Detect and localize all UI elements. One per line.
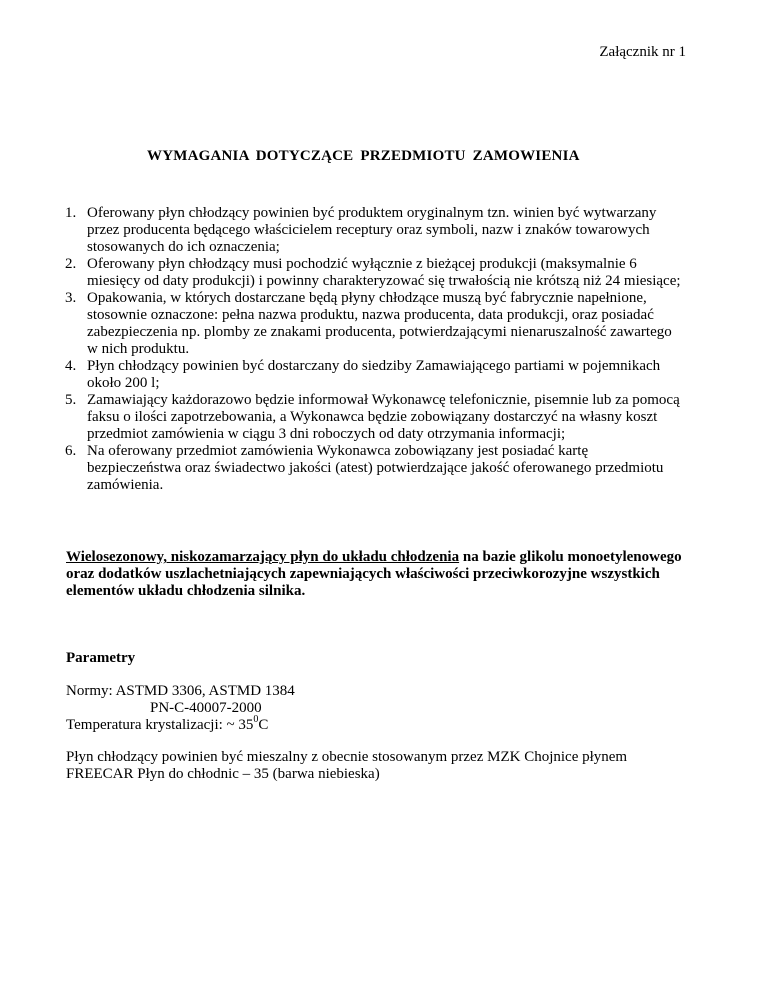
parameters-heading: Parametry (66, 650, 136, 666)
requirement-number: 4. (65, 358, 77, 374)
norms-line-standard: PN-C-40007-2000 (150, 700, 262, 716)
requirement-line: około 200 l; (87, 375, 160, 391)
requirement-line: zabezpieczenia np. plomby ze znakami producenta, potwierdzającymi nienaruszalność zawartego (87, 324, 672, 340)
requirement-number: 5. (65, 392, 77, 408)
requirement-number: 3. (65, 290, 77, 306)
product-description (66, 549, 716, 600)
requirement-line: faksu o ilości zapotrzebowania, a Wykonawca będzie zobowiązany dostarczyć na własny koszt (87, 409, 658, 425)
requirement-line: bezpieczeństwa oraz świadectwo jakości (atest) potwierdzające jakość oferowanego przedmiotu (87, 460, 664, 476)
requirement-line: Oferowany płyn chłodzący musi pochodzić wyłącznie z bieżącej produkcji (maksymalnie 6 (87, 256, 637, 272)
product-line (66, 549, 716, 566)
temperature-unit: C (258, 717, 269, 733)
temperature-line (66, 714, 716, 734)
requirement-line: Oferowany płyn chłodzący powinien być produktem oryginalnym tzn. winien być wytwarzany (87, 205, 657, 221)
requirement-line: stosownie oznaczone: pełna nazwa produktu, nazwa producenta, data produkcji, oraz posiadać (87, 307, 654, 323)
requirements-list (66, 205, 716, 494)
requirement-line: w nich produktu. (87, 341, 190, 357)
requirement-item-3 (66, 290, 716, 358)
parameters-block (66, 683, 716, 734)
requirement-line: Opakowania, w których dostarczane będą płyny chłodzące muszą być fabrycznie napełnione, (87, 290, 647, 306)
product-line: elementów układu chłodzenia silnika. (66, 583, 306, 599)
requirement-item-2 (66, 256, 716, 290)
requirement-line: przedmiot zamówienia w ciągu 3 dni roboczych od daty otrzymania informacji; (87, 426, 566, 442)
requirement-line: zamówienia. (87, 477, 164, 493)
requirement-item-4 (66, 358, 716, 392)
requirement-number: 2. (65, 256, 77, 272)
compatibility-line: Płyn chłodzący powinien być mieszalny z obecnie stosowanym przez MZK Chojnice płynem (66, 749, 628, 765)
product-line-rest: na bazie glikolu monoetylenowego (459, 549, 682, 565)
requirement-item-6 (66, 443, 716, 494)
requirement-line: miesięcy od daty produkcji) i powinny charakteryzować się trwałością nie krótszą niż 24 miesiące; (87, 273, 681, 289)
compatibility-note (66, 749, 726, 783)
temperature-value: Temperatura krystalizacji: ~ 35 (66, 717, 254, 733)
document-title: WYMAGANIA DOTYCZĄCE PRZEDMIOTU ZAMOWIENIA (147, 148, 580, 164)
product-line: oraz dodatków uszlachetniających zapewniających właściwości przeciwkorozyjne wszystkich (66, 566, 660, 582)
requirement-line: Płyn chłodzący powinien być dostarczany do siedziby Zamawiającego partiami w pojemnikach (87, 358, 661, 374)
compatibility-line: FREECAR Płyn do chłodnic – 35 (barwa niebieska) (66, 766, 380, 782)
requirement-item-1 (66, 205, 716, 256)
requirement-number: 1. (65, 205, 77, 221)
norms-line: Normy: ASTMD 3306, ASTMD 1384 (66, 683, 295, 699)
requirement-number: 6. (65, 443, 77, 459)
requirement-line: Na oferowany przedmiot zamówienia Wykonawca zobowiązany jest posiadać kartę (87, 443, 589, 459)
requirement-line: stosowanych do ich oznaczenia; (87, 239, 280, 255)
requirement-line: przez producenta będącego właścicielem receptury oraz symboli, nazw i znaków towarowych (87, 222, 650, 238)
degree-superscript: 0 (253, 714, 259, 725)
product-name: Wielosezonowy, niskozamarzający płyn do układu chłodzenia (66, 549, 460, 565)
requirement-line: Zamawiający każdorazowo będzie informował Wykonawcę telefonicznie, pisemnie lub za pomocą (87, 392, 680, 408)
requirement-item-5 (66, 392, 716, 443)
attachment-label: Załącznik nr 1 (599, 44, 686, 60)
